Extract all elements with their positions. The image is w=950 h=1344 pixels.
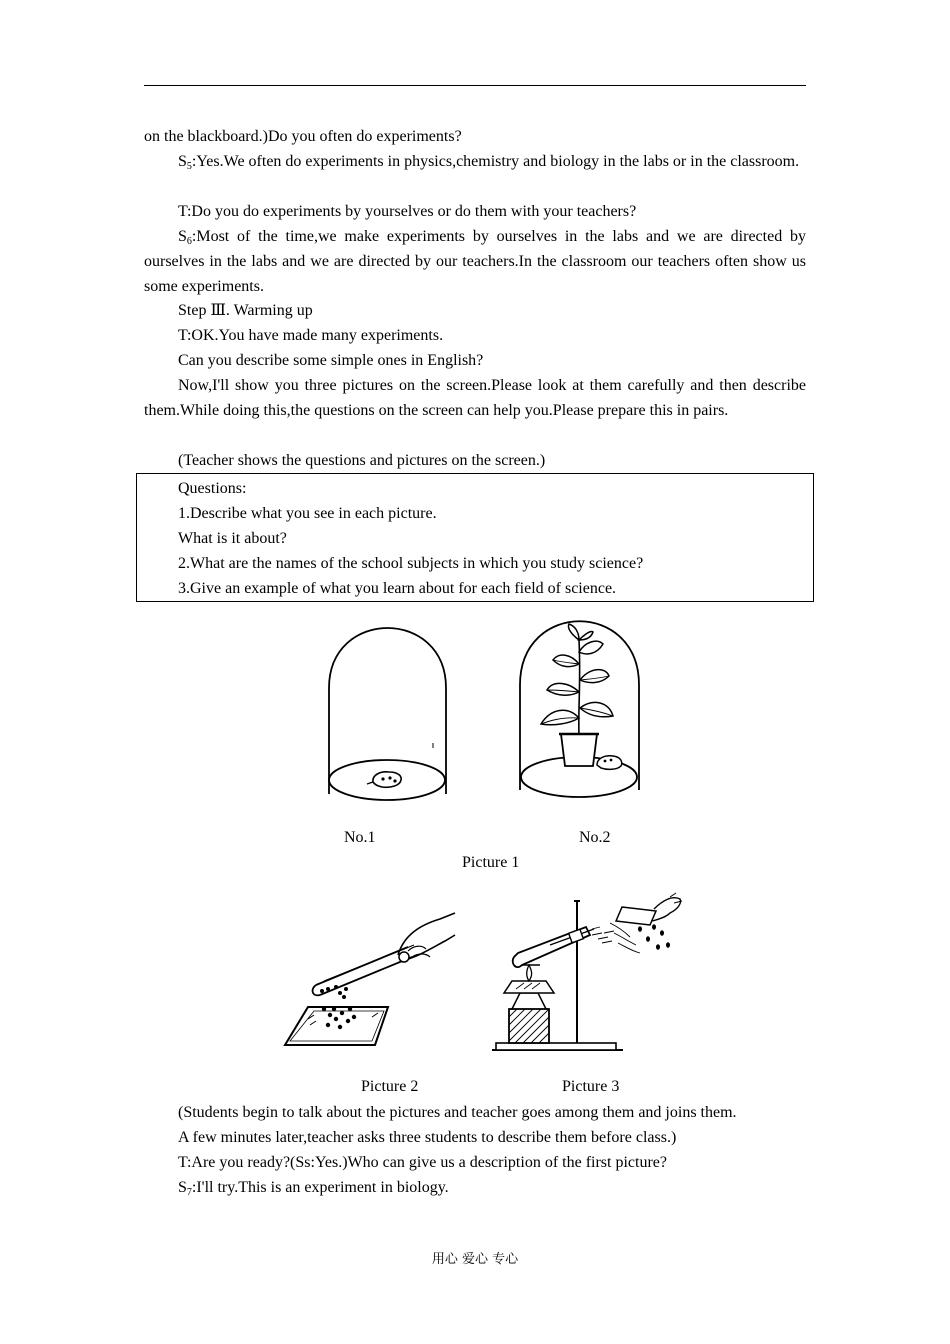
- questions-heading: Questions:: [178, 480, 247, 497]
- question-item: 3.Give an example of what you learn about for each field of science.: [178, 580, 617, 597]
- questions-box: [136, 473, 814, 602]
- paragraph: on the blackboard.)Do you often do experiments?: [144, 128, 462, 145]
- page-footer: 用心 爱心 专心: [431, 1252, 519, 1267]
- paragraph: Can you describe some simple ones in English?: [178, 352, 484, 369]
- question-item: 2.What are the names of the school subjects in which you study science?: [178, 555, 644, 572]
- paragraph: T:Do you do experiments by yourselves or do them with your teachers?: [178, 203, 637, 220]
- figure-caption-picture2: Picture 2: [361, 1078, 419, 1095]
- paragraph: A few minutes later,teacher asks three students to describe them before class.): [178, 1129, 677, 1146]
- paragraph: $S_7:I'll$ try.This is an experiment in biology.: [178, 1179, 449, 1198]
- paragraph: (Students begin to talk about the pictures and teacher goes among them and joins them.: [178, 1104, 737, 1121]
- paragraph: T:Are you ready?(Ss:Yes.)Who can give us a description of the first picture?: [178, 1154, 667, 1171]
- paragraph: $S_5:Yes.We$ often do experiments in physics,chemistry and biology in the labs or in the classroom.: [178, 153, 800, 172]
- bell-jar-mouse-illustration: [320, 608, 455, 808]
- figure-label-no1: No.1: [344, 829, 376, 846]
- paragraph: Now,I'll show you three pictures on the screen.Please look at them carefully and then describe them.While doing this,the questions on the screen can help you.Please prepare this in pairs.: [144, 377, 806, 419]
- test-tube-pour-illustration: [280, 905, 460, 1050]
- figure-caption-picture3: Picture 3: [562, 1078, 620, 1095]
- figure-label-no2: No.2: [579, 829, 611, 846]
- paragraph: $S_6:Most$ of the time,we make experiments by ourselves in the labs and we are directed by ourselves in the labs and we are directed by our teachers.In the classroom our teachers often show us some experiments.: [144, 228, 806, 295]
- header-rule: [144, 85, 806, 86]
- heating-apparatus-illustration: [490, 893, 690, 1055]
- question-item: 1.Describe what you see in each picture.: [178, 505, 437, 522]
- paragraph: (Teacher shows the questions and pictures on the screen.): [178, 452, 546, 469]
- paragraph: T:OK.You have made many experiments.: [178, 327, 444, 344]
- bell-jar-plant-illustration: [513, 600, 648, 810]
- question-item: What is it about?: [178, 530, 287, 547]
- figure-caption-picture1: Picture 1: [462, 854, 520, 871]
- step-heading: Step Ⅲ. Warming up: [178, 302, 313, 319]
